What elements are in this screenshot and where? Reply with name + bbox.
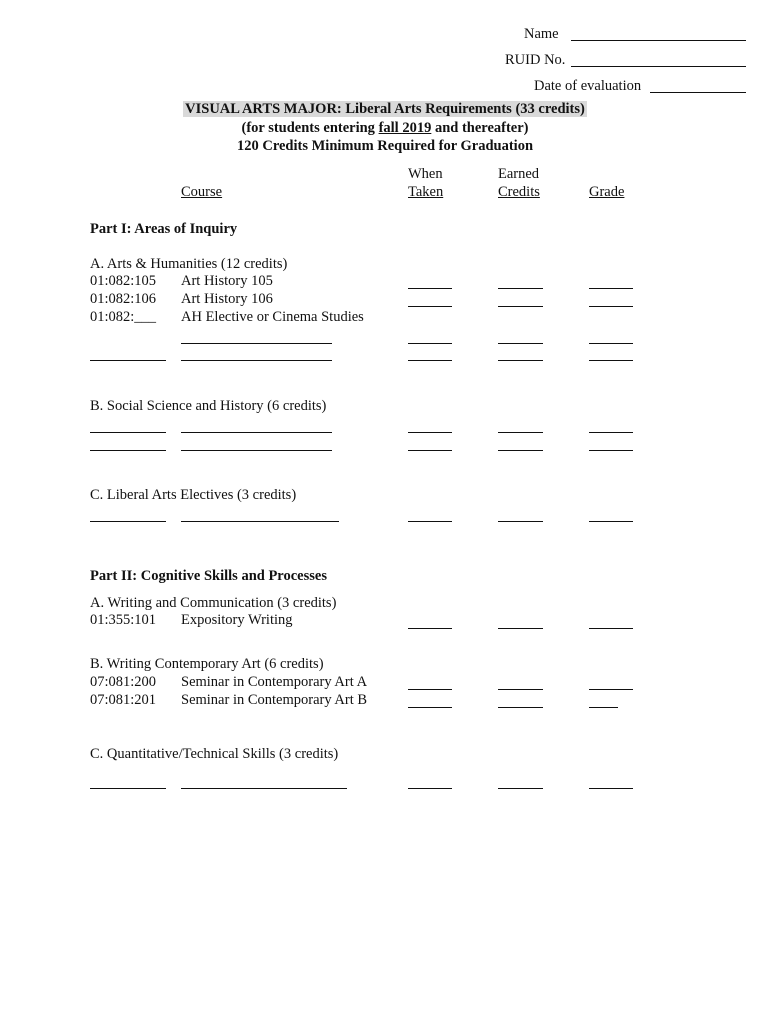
earned-credits-field[interactable]: [498, 360, 543, 361]
when-taken-field[interactable]: [408, 432, 452, 433]
course-code-field[interactable]: [90, 432, 166, 433]
date-field[interactable]: [650, 92, 746, 93]
course-code-field[interactable]: [90, 450, 166, 451]
earned-credits-field[interactable]: [498, 689, 543, 690]
earned-credits-field[interactable]: [498, 628, 543, 629]
grade-field[interactable]: [589, 707, 618, 708]
earned-credits-field[interactable]: [498, 343, 543, 344]
when-taken-field[interactable]: [408, 628, 452, 629]
col-when-bottom: Taken: [408, 184, 444, 200]
name-field[interactable]: [571, 40, 746, 41]
col-earned-bottom: Credits: [498, 184, 540, 200]
title-term: fall 2019: [378, 120, 432, 136]
when-taken-field[interactable]: [408, 306, 452, 307]
course-name: Art History 106: [181, 291, 273, 307]
course-code: 07:081:201: [90, 692, 157, 708]
grade-field[interactable]: [589, 450, 633, 451]
title-line2-pre: (for students entering: [241, 120, 379, 136]
earned-credits-field[interactable]: [498, 432, 543, 433]
col-earned-top: Earned: [498, 166, 540, 182]
course-name: Expository Writing: [181, 612, 293, 628]
course-name-field[interactable]: [181, 360, 332, 361]
course-code-field[interactable]: [90, 788, 166, 789]
earned-credits-field[interactable]: [498, 707, 543, 708]
grade-field[interactable]: [589, 689, 633, 690]
course-code: 01:355:101: [90, 612, 157, 628]
grade-field[interactable]: [589, 432, 633, 433]
when-taken-field[interactable]: [408, 360, 452, 361]
ruid-field[interactable]: [571, 66, 746, 67]
part1-heading: Part I: Areas of Inquiry: [90, 221, 238, 237]
course-name: Art History 105: [181, 273, 273, 289]
part2-heading: Part II: Cognitive Skills and Processes: [90, 568, 327, 584]
part1-a-heading: A. Arts & Humanities (12 credits): [90, 256, 288, 272]
col-when-top: When: [408, 166, 443, 182]
grade-field[interactable]: [589, 788, 633, 789]
course-code: 01:082:106: [90, 291, 157, 307]
course-name-field[interactable]: [181, 432, 332, 433]
part2-c-heading: C. Quantitative/Technical Skills (3 credits): [90, 746, 339, 762]
when-taken-field[interactable]: [408, 689, 452, 690]
part2-a-heading: A. Writing and Communication (3 credits): [90, 595, 337, 611]
title-line2: [0, 119, 770, 137]
earned-credits-field[interactable]: [498, 288, 543, 289]
date-label: Date of evaluation: [534, 78, 642, 94]
course-name: Seminar in Contemporary Art A: [181, 674, 368, 690]
grade-field[interactable]: [589, 628, 633, 629]
grade-field[interactable]: [589, 343, 633, 344]
grade-field[interactable]: [589, 306, 633, 307]
name-label: Name: [524, 26, 559, 42]
course-name-field[interactable]: [181, 343, 332, 344]
course-name-field[interactable]: [181, 788, 347, 789]
when-taken-field[interactable]: [408, 450, 452, 451]
course-name: AH Elective or Cinema Studies: [181, 309, 364, 325]
part1-c-heading: C. Liberal Arts Electives (3 credits): [90, 487, 297, 503]
title-line2-post: and thereafter): [431, 120, 529, 136]
grade-field[interactable]: [589, 288, 633, 289]
col-grade: Grade: [589, 184, 625, 200]
when-taken-field[interactable]: [408, 707, 452, 708]
part2-b-heading: B. Writing Contemporary Art (6 credits): [90, 656, 324, 672]
grade-field[interactable]: [589, 360, 633, 361]
earned-credits-field[interactable]: [498, 788, 543, 789]
course-code: 01:082:___: [90, 309, 157, 325]
earned-credits-field[interactable]: [498, 306, 543, 307]
grade-field[interactable]: [589, 521, 633, 522]
ruid-label: RUID No.: [505, 52, 566, 68]
col-course: Course: [181, 184, 223, 200]
page-title: [0, 100, 770, 118]
course-code: 01:082:105: [90, 273, 157, 289]
when-taken-field[interactable]: [408, 288, 452, 289]
when-taken-field[interactable]: [408, 521, 452, 522]
course-code-field[interactable]: [90, 521, 166, 522]
course-name-field[interactable]: [181, 450, 332, 451]
earned-credits-field[interactable]: [498, 450, 543, 451]
course-name-field[interactable]: [181, 521, 339, 522]
course-code-field[interactable]: [90, 360, 166, 361]
when-taken-field[interactable]: [408, 788, 452, 789]
title-line1: VISUAL ARTS MAJOR: Liberal Arts Requirements (33 credits): [185, 101, 585, 117]
when-taken-field[interactable]: [408, 343, 452, 344]
part1-b-heading: B. Social Science and History (6 credits): [90, 398, 327, 414]
course-code: 07:081:200: [90, 674, 157, 690]
earned-credits-field[interactable]: [498, 521, 543, 522]
course-name: Seminar in Contemporary Art B: [181, 692, 368, 708]
title-line3: 120 Credits Minimum Required for Graduation: [236, 138, 534, 154]
